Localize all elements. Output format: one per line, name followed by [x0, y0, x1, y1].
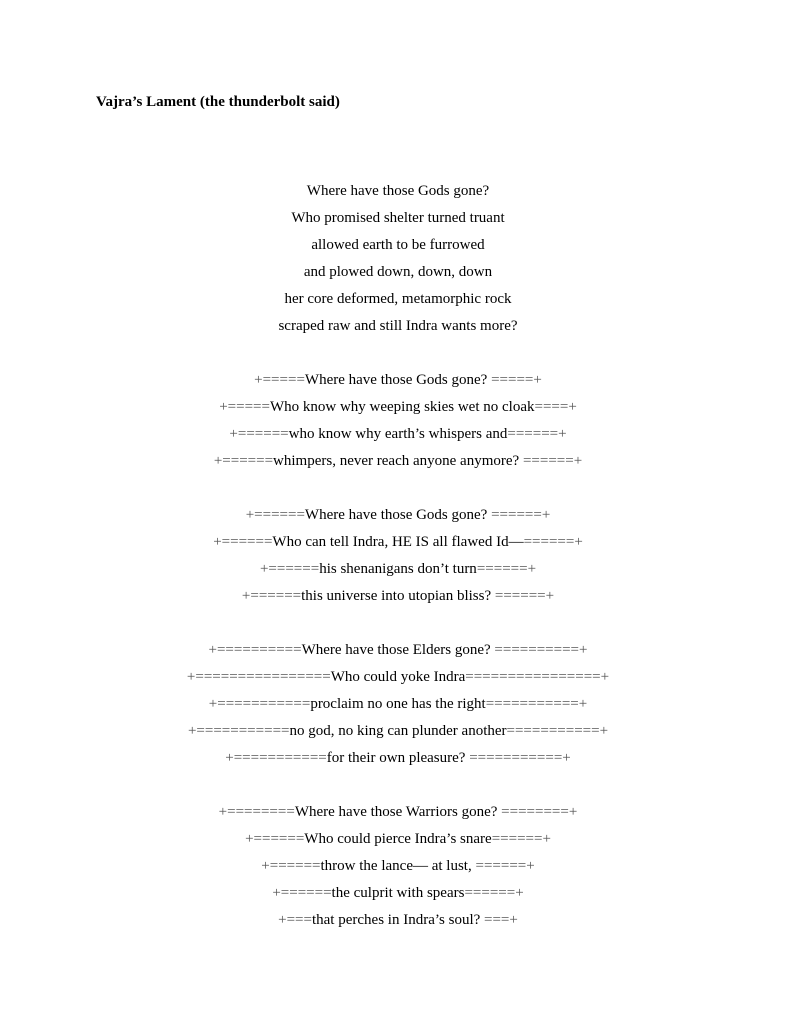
line-decoration-left: +=====: [219, 399, 270, 415]
line-text: proclaim no one has the right: [310, 696, 486, 712]
line-decoration-left: +======: [261, 858, 321, 874]
line-text: scraped raw and still Indra wants more?: [278, 318, 518, 334]
poem-line: [0, 286, 796, 313]
line-decoration-right: ========+: [501, 804, 578, 820]
poem-line: [0, 313, 796, 340]
poem-title: Vajra’s Lament (the thunderbolt said): [96, 94, 340, 110]
line-text: Where have those Gods gone?: [304, 507, 492, 523]
line-text: who know why earth’s whispers and: [288, 426, 508, 442]
line-decoration-right: ==========+: [494, 642, 588, 658]
stanza-1: [0, 178, 796, 340]
poem-line: [0, 394, 796, 421]
poem-line: [0, 718, 796, 745]
line-decoration-right: ===========+: [469, 750, 571, 766]
poem-line: [0, 691, 796, 718]
line-text: her core deformed, metamorphic rock: [284, 291, 512, 307]
line-decoration-right: ======+: [476, 561, 537, 577]
line-decoration-left: +===========: [208, 696, 311, 712]
line-decoration-right: ================+: [465, 669, 610, 685]
line-text: whimpers, never reach anyone anymore?: [273, 453, 523, 469]
line-text: for their own pleasure?: [326, 750, 470, 766]
line-text: no god, no king can plunder another: [289, 723, 507, 739]
poem-line: [0, 259, 796, 286]
line-text: Who can tell Indra, HE IS all flawed Id—: [272, 534, 524, 550]
poem-line: [0, 529, 796, 556]
line-decoration-left: +======: [213, 453, 274, 469]
line-decoration-left: +======: [259, 561, 320, 577]
line-text: the culprit with spears: [331, 885, 465, 901]
line-decoration-left: +======: [229, 426, 289, 442]
line-decoration-right: ======+: [507, 426, 567, 442]
line-decoration-right: ======+: [475, 858, 535, 874]
line-decoration-left: +===: [278, 912, 312, 928]
line-decoration-left: +================: [186, 669, 331, 685]
poem-line: [0, 907, 796, 934]
stanza-4: [0, 637, 796, 772]
line-decoration-left: +======: [213, 534, 273, 550]
line-text: Who know why weeping skies wet no cloak: [269, 399, 535, 415]
line-decoration-left: +=====: [254, 372, 305, 388]
line-text: Who could pierce Indra’s snare: [304, 831, 492, 847]
poem-line: [0, 745, 796, 772]
poem-line: [0, 664, 796, 691]
line-decoration-left: +==========: [208, 642, 302, 658]
poem-line: [0, 799, 796, 826]
line-decoration-left: +===========: [225, 750, 327, 766]
line-decoration-right: ======+: [491, 831, 551, 847]
poem-line: [0, 583, 796, 610]
poem-line: [0, 502, 796, 529]
stanza-2: [0, 367, 796, 475]
line-decoration-right: ======+: [494, 588, 555, 604]
poem-line: [0, 205, 796, 232]
line-text: throw the lance— at lust,: [320, 858, 476, 874]
line-text: that perches in Indra’s soul?: [311, 912, 485, 928]
line-decoration-right: ======+: [523, 534, 583, 550]
line-decoration-right: ===+: [484, 912, 518, 928]
line-decoration-left: +======: [241, 588, 302, 604]
line-decoration-right: ======+: [464, 885, 524, 901]
line-text: this universe into utopian bliss?: [301, 588, 495, 604]
line-text: allowed earth to be furrowed: [311, 237, 485, 253]
poem-line: [0, 826, 796, 853]
line-text: Where have those Gods gone?: [306, 183, 490, 199]
line-decoration-left: +======: [272, 885, 332, 901]
line-decoration-right: ===========+: [485, 696, 588, 712]
poem-line: [0, 556, 796, 583]
line-decoration-right: ===========+: [506, 723, 609, 739]
poem-line: [0, 448, 796, 475]
poem-line: [0, 367, 796, 394]
poem-line: [0, 637, 796, 664]
line-decoration-left: +======: [245, 507, 305, 523]
line-text: Where have those Elders gone?: [301, 642, 495, 658]
line-decoration-right: ======+: [522, 453, 583, 469]
line-decoration-left: +===========: [187, 723, 290, 739]
poem-body: [0, 178, 796, 961]
poem-line: [0, 232, 796, 259]
poem-line: [0, 880, 796, 907]
line-text: Who promised shelter turned truant: [291, 210, 505, 226]
line-decoration-right: ====+: [534, 399, 577, 415]
line-text: Where have those Warriors gone?: [294, 804, 502, 820]
poem-line: [0, 421, 796, 448]
stanza-3: [0, 502, 796, 610]
line-text: his shenanigans don’t turn: [319, 561, 477, 577]
line-text: Who could yoke Indra: [330, 669, 466, 685]
line-decoration-right: =====+: [491, 372, 542, 388]
line-text: Where have those Gods gone?: [304, 372, 492, 388]
line-decoration-right: ======+: [491, 507, 551, 523]
line-decoration-left: +========: [218, 804, 295, 820]
stanza-5: [0, 799, 796, 934]
line-text: and plowed down, down, down: [303, 264, 493, 280]
poem-line: [0, 178, 796, 205]
line-decoration-left: +======: [245, 831, 305, 847]
poem-line: [0, 853, 796, 880]
